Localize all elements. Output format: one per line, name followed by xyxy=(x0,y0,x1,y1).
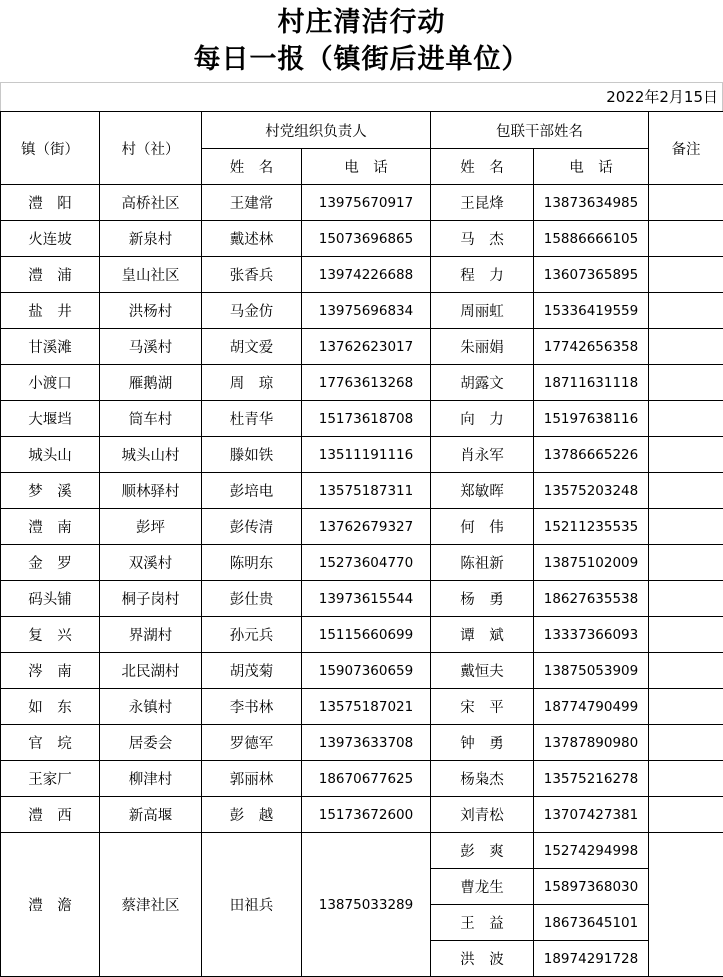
table-row xyxy=(1,833,723,869)
cadre-phone-cell: 13875053909 xyxy=(534,653,649,689)
cadre-name-cell: 向 力 xyxy=(431,401,534,437)
leader-name-cell: 张香兵 xyxy=(202,257,302,293)
cadre-name-cell: 程 力 xyxy=(431,257,534,293)
remark-cell xyxy=(649,689,723,725)
leader-phone-cell: 15173672600 xyxy=(302,797,431,833)
cadre-name-cell: 刘青松 xyxy=(431,797,534,833)
cadre-phone-cell: 15197638116 xyxy=(534,401,649,437)
header-cadre: 包联干部姓名 xyxy=(431,112,649,149)
cadre-phone-cell: 18673645101 xyxy=(534,905,649,941)
cadre-name-cell: 洪 波 xyxy=(431,941,534,977)
village-cell: 筒车村 xyxy=(100,401,202,437)
remark-cell xyxy=(649,761,723,797)
cadre-name-cell: 马 杰 xyxy=(431,221,534,257)
cadre-name-cell: 宋 平 xyxy=(431,689,534,725)
cadre-phone-cell: 15211235535 xyxy=(534,509,649,545)
leader-phone-cell: 13975696834 xyxy=(302,293,431,329)
cadre-phone-cell: 15886666105 xyxy=(534,221,649,257)
table-row xyxy=(1,545,723,581)
village-cell: 北民湖村 xyxy=(100,653,202,689)
report-date: 2022年2月15日 xyxy=(606,88,718,106)
village-cell: 柳津村 xyxy=(100,761,202,797)
leader-name-cell: 王建常 xyxy=(202,185,302,221)
village-cell: 双溪村 xyxy=(100,545,202,581)
cadre-phone-cell: 13575216278 xyxy=(534,761,649,797)
leader-phone-cell: 18670677625 xyxy=(302,761,431,797)
table-row xyxy=(1,185,723,221)
header-party-leader: 村党组织负责人 xyxy=(202,112,431,149)
leader-phone-cell: 15115660699 xyxy=(302,617,431,653)
table-row xyxy=(1,437,723,473)
leader-phone-cell: 13575187021 xyxy=(302,689,431,725)
leader-phone-cell: 15273604770 xyxy=(302,545,431,581)
town-cell: 复 兴 xyxy=(1,617,100,653)
remark-cell xyxy=(649,545,723,581)
leader-phone-cell: 13973615544 xyxy=(302,581,431,617)
village-cell: 城头山村 xyxy=(100,437,202,473)
table-row xyxy=(1,581,723,617)
cadre-name-cell: 胡露文 xyxy=(431,365,534,401)
town-cell: 澧 西 xyxy=(1,797,100,833)
header-leader-phone: 电 话 xyxy=(302,149,431,185)
remark-cell xyxy=(649,365,723,401)
leader-phone-cell: 15073696865 xyxy=(302,221,431,257)
village-cell: 新泉村 xyxy=(100,221,202,257)
header-cadre-phone: 电 话 xyxy=(534,149,649,185)
village-cell: 永镇村 xyxy=(100,689,202,725)
leader-name-cell: 郭丽林 xyxy=(202,761,302,797)
cadre-phone-cell: 13707427381 xyxy=(534,797,649,833)
village-cell: 界湖村 xyxy=(100,617,202,653)
remark-cell xyxy=(649,329,723,365)
village-cell: 新高堰 xyxy=(100,797,202,833)
table-row xyxy=(1,617,723,653)
cadre-phone-cell: 13786665226 xyxy=(534,437,649,473)
header-leader-name: 姓 名 xyxy=(202,149,302,185)
village-cell: 桐子岗村 xyxy=(100,581,202,617)
town-cell: 城头山 xyxy=(1,437,100,473)
village-cell: 马溪村 xyxy=(100,329,202,365)
village-cell: 皇山社区 xyxy=(100,257,202,293)
remark-cell xyxy=(649,833,723,977)
cadre-name-cell: 曹龙生 xyxy=(431,869,534,905)
leader-name-cell: 周 琼 xyxy=(202,365,302,401)
cadre-name-cell: 周丽虹 xyxy=(431,293,534,329)
leader-name-cell: 陈明东 xyxy=(202,545,302,581)
cadre-phone-cell: 13787890980 xyxy=(534,725,649,761)
cadre-phone-cell: 13875102009 xyxy=(534,545,649,581)
cadre-name-cell: 郑敏晖 xyxy=(431,473,534,509)
leader-phone-cell: 13975670917 xyxy=(302,185,431,221)
cadre-name-cell: 谭 斌 xyxy=(431,617,534,653)
cadre-phone-cell: 13607365895 xyxy=(534,257,649,293)
remark-cell xyxy=(649,617,723,653)
village-cell: 高桥社区 xyxy=(100,185,202,221)
date-bar xyxy=(0,82,723,111)
leader-name-cell: 彭传清 xyxy=(202,509,302,545)
remark-cell xyxy=(649,437,723,473)
town-cell: 甘溪滩 xyxy=(1,329,100,365)
cadre-name-cell: 朱丽娟 xyxy=(431,329,534,365)
village-cell: 洪杨村 xyxy=(100,293,202,329)
town-cell: 小渡口 xyxy=(1,365,100,401)
table-row xyxy=(1,221,723,257)
village-cell: 雁鹅湖 xyxy=(100,365,202,401)
cadre-phone-cell: 17742656358 xyxy=(534,329,649,365)
table-row xyxy=(1,329,723,365)
leader-name-cell: 田祖兵 xyxy=(202,833,302,977)
remark-cell xyxy=(649,581,723,617)
cadre-name-cell: 戴恒夫 xyxy=(431,653,534,689)
table-row xyxy=(1,509,723,545)
leader-name-cell: 彭培电 xyxy=(202,473,302,509)
leader-name-cell: 李书林 xyxy=(202,689,302,725)
table-row xyxy=(1,761,723,797)
cadre-name-cell: 王昆烽 xyxy=(431,185,534,221)
leader-phone-cell: 13762623017 xyxy=(302,329,431,365)
remark-cell xyxy=(649,725,723,761)
leader-name-cell: 滕如铁 xyxy=(202,437,302,473)
leader-phone-cell: 17763613268 xyxy=(302,365,431,401)
cadre-name-cell: 钟 勇 xyxy=(431,725,534,761)
table-row xyxy=(1,725,723,761)
leader-name-cell: 戴述林 xyxy=(202,221,302,257)
leader-phone-cell: 13875033289 xyxy=(302,833,431,977)
cadre-phone-cell: 18627635538 xyxy=(534,581,649,617)
remark-cell xyxy=(649,221,723,257)
leader-name-cell: 孙元兵 xyxy=(202,617,302,653)
cadre-name-cell: 彭 爽 xyxy=(431,833,534,869)
remark-cell xyxy=(649,185,723,221)
remark-cell xyxy=(649,509,723,545)
remark-cell xyxy=(649,257,723,293)
village-cell: 居委会 xyxy=(100,725,202,761)
village-cell: 彭坪 xyxy=(100,509,202,545)
leader-phone-cell: 15907360659 xyxy=(302,653,431,689)
town-cell: 王家厂 xyxy=(1,761,100,797)
village-cell: 顺林驿村 xyxy=(100,473,202,509)
town-cell: 码头铺 xyxy=(1,581,100,617)
cadre-phone-cell: 13337366093 xyxy=(534,617,649,653)
remark-cell xyxy=(649,797,723,833)
cadre-phone-cell: 18774790499 xyxy=(534,689,649,725)
table-row xyxy=(1,257,723,293)
village-cell: 蔡津社区 xyxy=(100,833,202,977)
cadre-phone-cell: 15274294998 xyxy=(534,833,649,869)
table-row xyxy=(1,797,723,833)
leader-name-cell: 彭 越 xyxy=(202,797,302,833)
town-cell: 火连坡 xyxy=(1,221,100,257)
cadre-phone-cell: 15336419559 xyxy=(534,293,649,329)
town-cell: 如 东 xyxy=(1,689,100,725)
cadre-name-cell: 陈祖新 xyxy=(431,545,534,581)
town-cell: 澧 浦 xyxy=(1,257,100,293)
town-cell: 大堰垱 xyxy=(1,401,100,437)
cadre-phone-cell: 13575203248 xyxy=(534,473,649,509)
table-row xyxy=(1,365,723,401)
leader-name-cell: 罗德军 xyxy=(202,725,302,761)
header-town: 镇（街） xyxy=(1,112,100,185)
remark-cell xyxy=(649,653,723,689)
cadre-phone-cell: 18711631118 xyxy=(534,365,649,401)
leader-phone-cell: 15173618708 xyxy=(302,401,431,437)
leader-name-cell: 彭仕贵 xyxy=(202,581,302,617)
remark-cell xyxy=(649,293,723,329)
header-remark: 备注 xyxy=(649,112,723,185)
town-cell: 金 罗 xyxy=(1,545,100,581)
cadre-phone-cell: 15897368030 xyxy=(534,869,649,905)
header-cadre-name: 姓 名 xyxy=(431,149,534,185)
leader-phone-cell: 13762679327 xyxy=(302,509,431,545)
leader-name-cell: 杜青华 xyxy=(202,401,302,437)
town-cell: 澧 南 xyxy=(1,509,100,545)
table-row xyxy=(1,689,723,725)
town-cell: 盐 井 xyxy=(1,293,100,329)
table-row xyxy=(1,473,723,509)
cadre-phone-cell: 18974291728 xyxy=(534,941,649,977)
title-line-2: 每日一报（镇街后进单位） xyxy=(193,44,530,75)
cadre-name-cell: 何 伟 xyxy=(431,509,534,545)
remark-cell xyxy=(649,473,723,509)
cadre-name-cell: 王 益 xyxy=(431,905,534,941)
title-line-1: 村庄清洁行动 xyxy=(277,7,446,38)
leader-name-cell: 马金仿 xyxy=(202,293,302,329)
remark-cell xyxy=(649,401,723,437)
leader-phone-cell: 13575187311 xyxy=(302,473,431,509)
town-cell: 梦 溪 xyxy=(1,473,100,509)
leader-name-cell: 胡文爱 xyxy=(202,329,302,365)
leader-phone-cell: 13974226688 xyxy=(302,257,431,293)
cadre-name-cell: 杨 勇 xyxy=(431,581,534,617)
report-table xyxy=(0,111,723,977)
leader-phone-cell: 13973633708 xyxy=(302,725,431,761)
table-row xyxy=(1,653,723,689)
table-row xyxy=(1,401,723,437)
table-row xyxy=(1,293,723,329)
town-cell: 官 垸 xyxy=(1,725,100,761)
cadre-name-cell: 肖永军 xyxy=(431,437,534,473)
town-cell: 涔 南 xyxy=(1,653,100,689)
town-cell: 澧 阳 xyxy=(1,185,100,221)
town-cell: 澧 澹 xyxy=(1,833,100,977)
cadre-phone-cell: 13873634985 xyxy=(534,185,649,221)
cadre-name-cell: 杨枭杰 xyxy=(431,761,534,797)
header-village: 村（社） xyxy=(100,112,202,185)
leader-phone-cell: 13511191116 xyxy=(302,437,431,473)
leader-name-cell: 胡茂菊 xyxy=(202,653,302,689)
